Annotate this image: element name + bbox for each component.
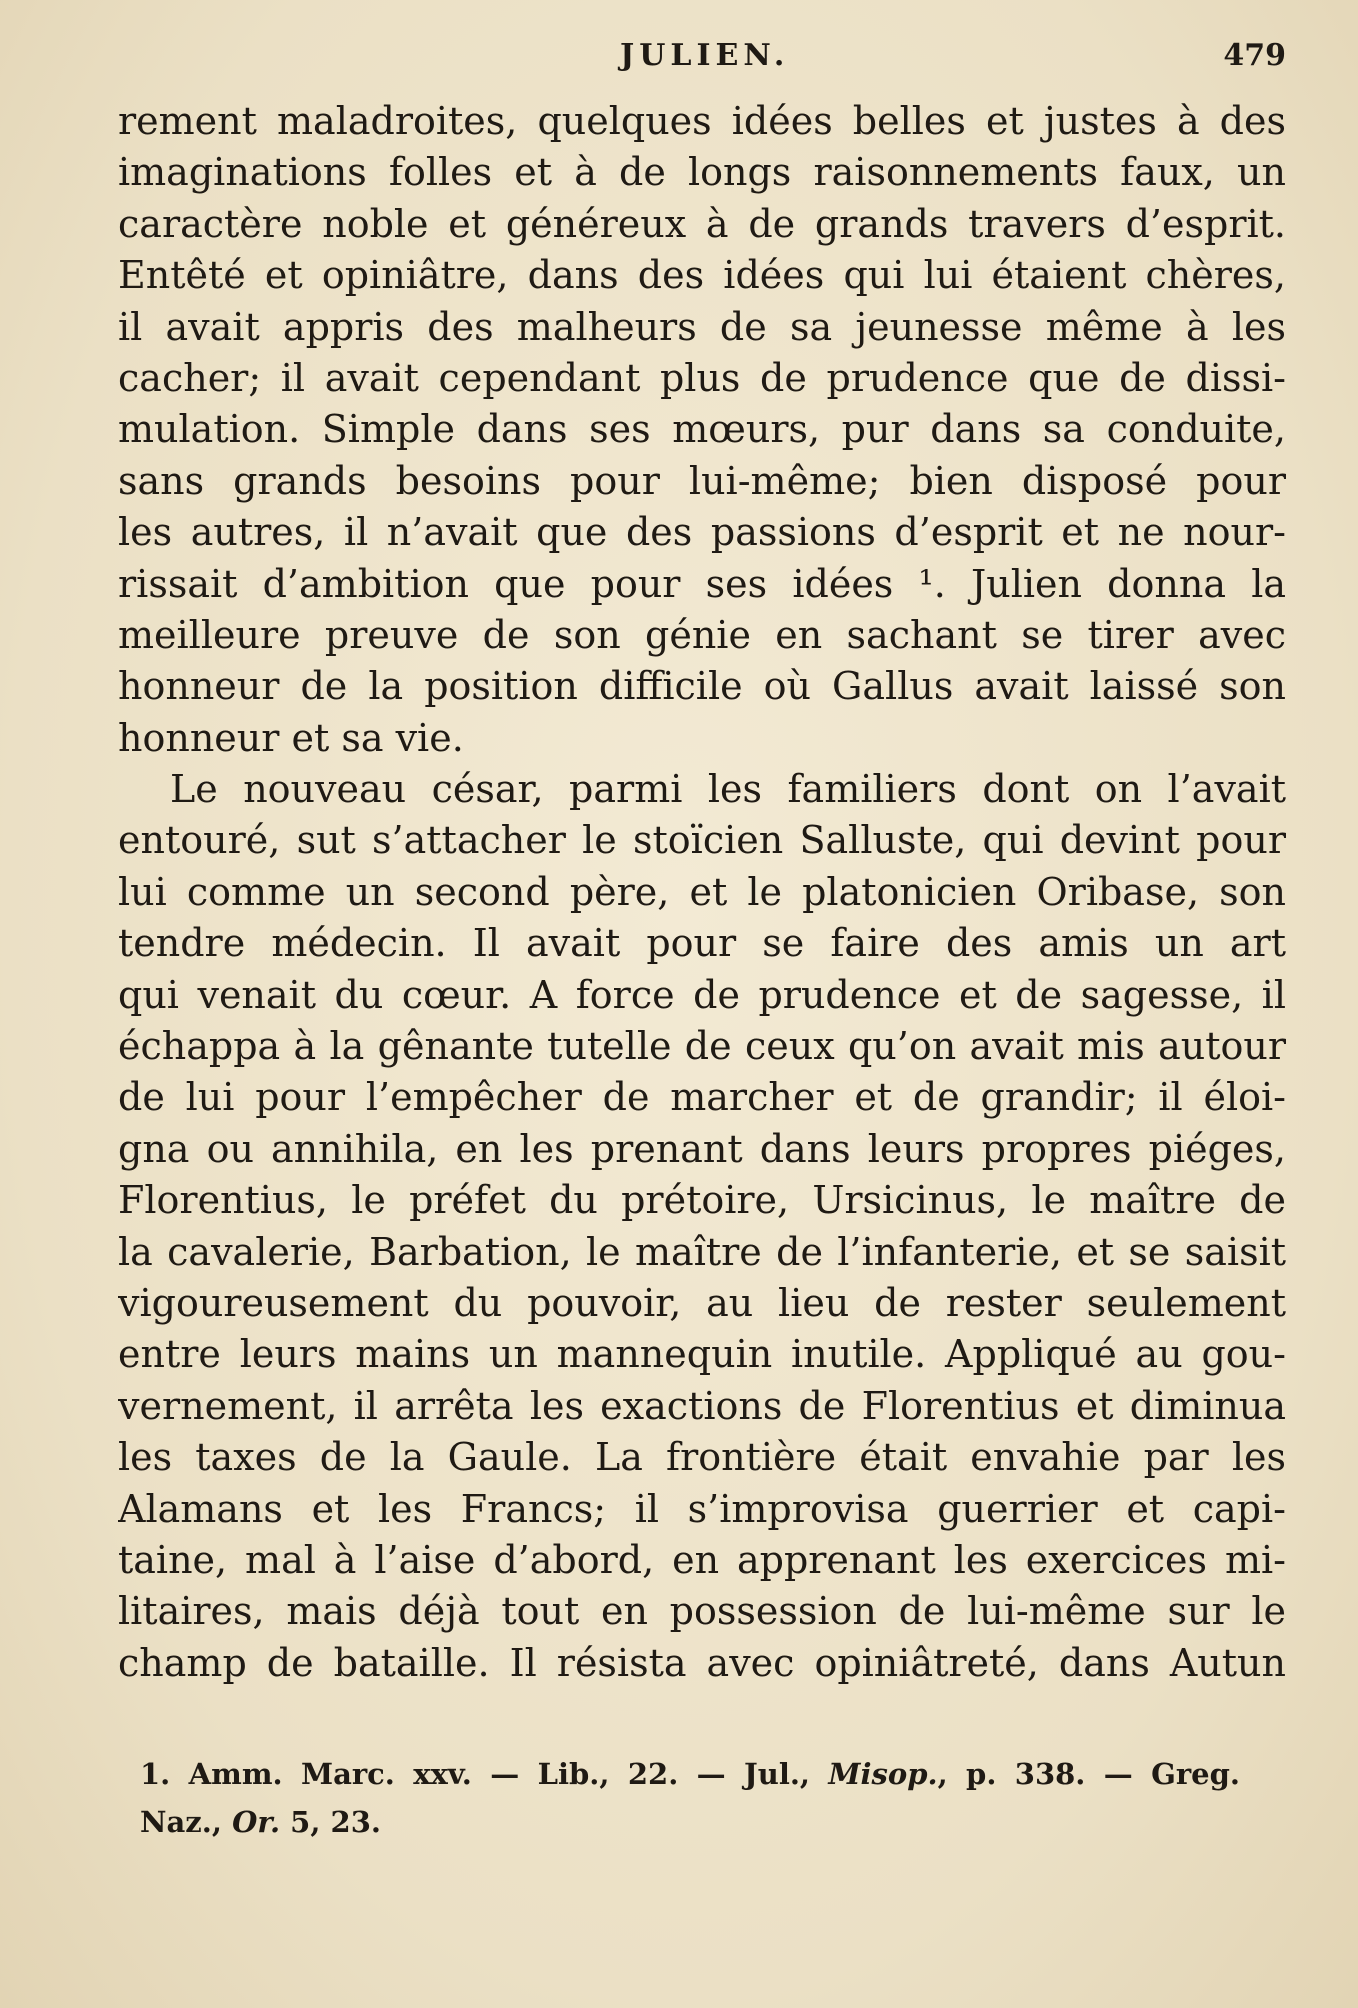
footnotes	[140, 1750, 1240, 1846]
footnote-line	[140, 1750, 1240, 1798]
text-line: litaires, mais déjà tout en possession de lui-même sur le	[118, 1589, 1286, 1634]
running-head	[0, 30, 1358, 82]
text-line: la cavalerie, Barbation, le maître de l’infanterie, et se saisit	[118, 1229, 1286, 1274]
paragraph-first-line: Le nouveau césar, parmi les familiers dont on l’avait	[170, 767, 1286, 812]
text-line: vigoureusement du pouvoir, au lieu de rester seulement	[118, 1280, 1286, 1325]
text-line: entre leurs mains un mannequin inutile. Appliqué au gou-	[118, 1332, 1286, 1377]
footnote-italic: Or.	[232, 1805, 281, 1839]
text-line: mulation. Simple dans ses mœurs, pur dans sa conduite,	[118, 407, 1286, 452]
text-line: meilleure preuve de son génie en sachant se tirer avec	[118, 612, 1286, 657]
footnote-text: 1. Amm. Marc. xxv. — Lib., 22. — Jul.,	[140, 1757, 829, 1791]
text-line: Florentius, le préfet du prétoire, Ursicinus, le maître de	[118, 1178, 1286, 1223]
text-line: honneur et sa vie.	[118, 715, 464, 760]
page-number: 479	[1223, 38, 1286, 73]
text-line: vernement, il arrêta les exactions de Florentius et diminua	[118, 1383, 1286, 1428]
text-line: imaginations folles et à de longs raisonnements faux, un	[118, 150, 1286, 195]
text-line: sans grands besoins pour lui-même; bien disposé pour	[118, 458, 1286, 503]
text-line: rissait d’ambition que pour ses idées ¹. Julien donna la	[118, 561, 1286, 606]
text-line: cacher; il avait cependant plus de prudence que de dissi-	[118, 355, 1286, 400]
footnote-italic: Misop.	[828, 1757, 938, 1791]
footnote-text: Naz.,	[140, 1805, 233, 1839]
text-line: caractère noble et généreux à de grands travers d’esprit.	[118, 201, 1286, 246]
text-line: entouré, sut s’attacher le stoïcien Salluste, qui devint pour	[118, 818, 1286, 863]
text-line: honneur de la position difficile où Gallus avait laissé son	[118, 664, 1286, 709]
running-title: JULIEN.	[620, 38, 790, 73]
text-line: lui comme un second père, et le platonicien Oribase, son	[118, 869, 1286, 914]
text-line: échappa à la gênante tutelle de ceux qu’on avait mis autour	[118, 1024, 1286, 1069]
text-line: taine, mal à l’aise d’abord, en apprenant les exercices mi-	[118, 1537, 1286, 1582]
text-line: tendre médecin. Il avait pour se faire des amis un art	[118, 921, 1286, 966]
text-line: de lui pour l’empêcher de marcher et de grandir; il éloi-	[118, 1075, 1286, 1120]
text-line: champ de bataille. Il résista avec opiniâtreté, dans Autun	[118, 1640, 1286, 1685]
text-line: il avait appris des malheurs de sa jeunesse même à les	[118, 304, 1286, 349]
footnote-text: 5, 23.	[280, 1805, 381, 1839]
text-line: rement maladroites, quelques idées belles et justes à des	[118, 99, 1286, 143]
text-line: qui venait du cœur. A force de prudence et de sagesse, il	[118, 972, 1286, 1017]
text-line: gna ou annihila, en les prenant dans leurs propres piéges,	[118, 1126, 1286, 1171]
footnote-line	[140, 1798, 1240, 1846]
text-line: les autres, il n’avait que des passions d’esprit et ne nour-	[118, 510, 1286, 555]
text-line: les taxes de la Gaule. La frontière était envahie par les	[118, 1435, 1286, 1480]
footnote-text: , p. 338. — Greg.	[937, 1757, 1241, 1791]
text-line: Alamans et les Francs; il s’improvisa guerrier et capi-	[118, 1486, 1286, 1531]
text-line: Entêté et opiniâtre, dans des idées qui lui étaient chères,	[118, 253, 1286, 298]
body-text	[118, 96, 1286, 1689]
